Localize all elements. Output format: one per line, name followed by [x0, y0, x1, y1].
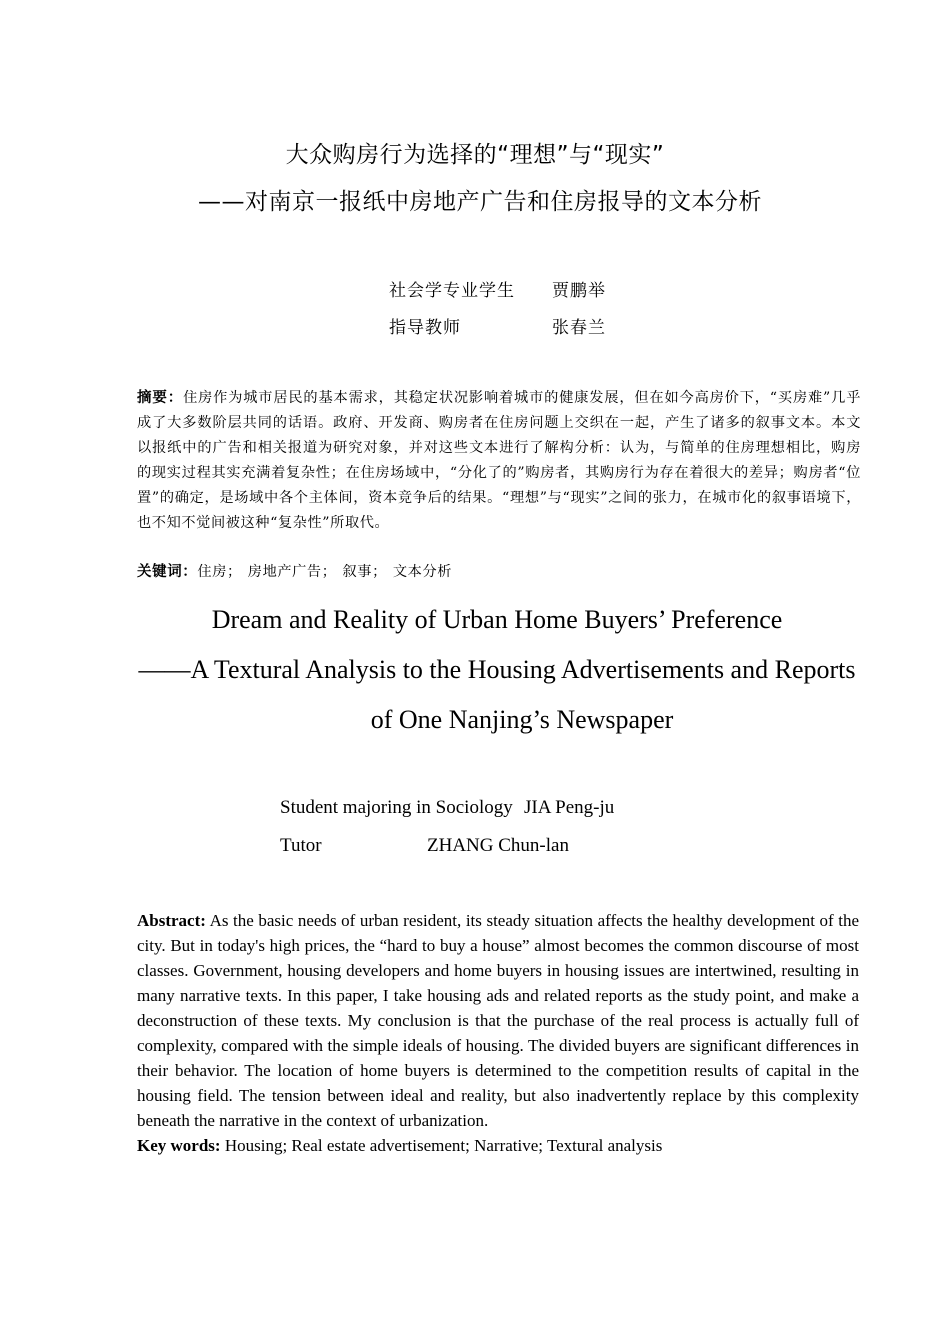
english-title: Dream and Reality of Urban Home Buyers’ Preference	[211, 605, 783, 634]
chinese-title: 大众购房行为选择的“理想”与“现实”	[285, 142, 665, 168]
english-tutor-role: Tutor	[280, 835, 322, 856]
chinese-abstract-label: 摘要：	[137, 390, 184, 406]
english-keywords	[137, 1133, 859, 1158]
author-role: 社会学专业学生	[389, 281, 515, 301]
chinese-subtitle: ——对南京一报纸中房地产广告和住房报导的文本分析	[198, 189, 762, 215]
english-abstract-text: As the basic needs of urban resident, its steady situation affects the healthy development of the city. But in today's high prices, the “hard to buy a house” almost becomes the common discourse of most classes. Government, housing developers and home buyers in housing issues are intertwined, resulting in many narrative texts. In this paper, I take housing ads and related reports as the study point, and make a deconstruction of these texts. My conclusion is that the purchase of the real process is actually full of complexity, compared with the simple ideals of housing. The divided buyers are significant differences in their behavior. The location of home buyers is determined to the competition results of capital in the housing field. The tension between ideal and reality, but also inadvertently replace by this complexity beneath the narrative in the context of urbanization.	[137, 911, 859, 1130]
chinese-keywords-label: 关键词：	[137, 564, 198, 580]
keyword: 住房；	[197, 564, 242, 580]
english-keywords-text: Housing; Real estate advertisement; Narrative; Textural analysis	[224, 1136, 663, 1155]
english-abstract	[137, 908, 859, 1133]
english-author-name: JIA Peng-ju	[524, 797, 615, 818]
english-tutor-name: ZHANG Chun-lan	[427, 835, 569, 856]
author-role: 指导教师	[389, 318, 461, 338]
chinese-author-student	[389, 276, 649, 300]
keyword: 文本分析	[392, 564, 453, 580]
author-name: 张春兰	[552, 318, 606, 338]
chinese-abstract-text: 住房作为城市居民的基本需求，其稳定状况影响着城市的健康发展，但在如今高房价下，“买房难”几乎成了大多数阶层共同的话语。政府、开发商、购房者在住房问题上交织在一起，产生了诸多的叙事文本。本文以报纸中的广告和相关报道为研究对象，并对这些文本进行了解构分析：认为，与简单的住房理想相比，购房的现实过程其实充满着复杂性；在住房场域中，“分化了的”购房者，其购房行为存在着很大的差异；购房者“位置”的确定，是场域中各个主体间，资本竞争后的结果。“理想”与“现实”之间的张力，在城市化的叙事语境下，也不知不觉间被这种“复杂性”所取代。	[137, 390, 861, 531]
english-keywords-label: Key words:	[137, 1136, 221, 1155]
author-name: 贾鹏举	[552, 281, 606, 301]
keyword: 房地产广告；	[247, 564, 337, 580]
chinese-abstract	[137, 386, 861, 536]
chinese-keywords	[137, 560, 861, 585]
keyword: 叙事；	[342, 564, 387, 580]
chinese-author-tutor	[389, 313, 649, 337]
english-author-role: Student majoring in Sociology	[280, 797, 513, 818]
english-subtitle-line2: of One Nanjing’s Newspaper	[370, 705, 674, 734]
english-subtitle-line1: ——A Textural Analysis to the Housing Advertisements and Reports	[138, 655, 856, 684]
english-abstract-label: Abstract:	[137, 911, 206, 930]
